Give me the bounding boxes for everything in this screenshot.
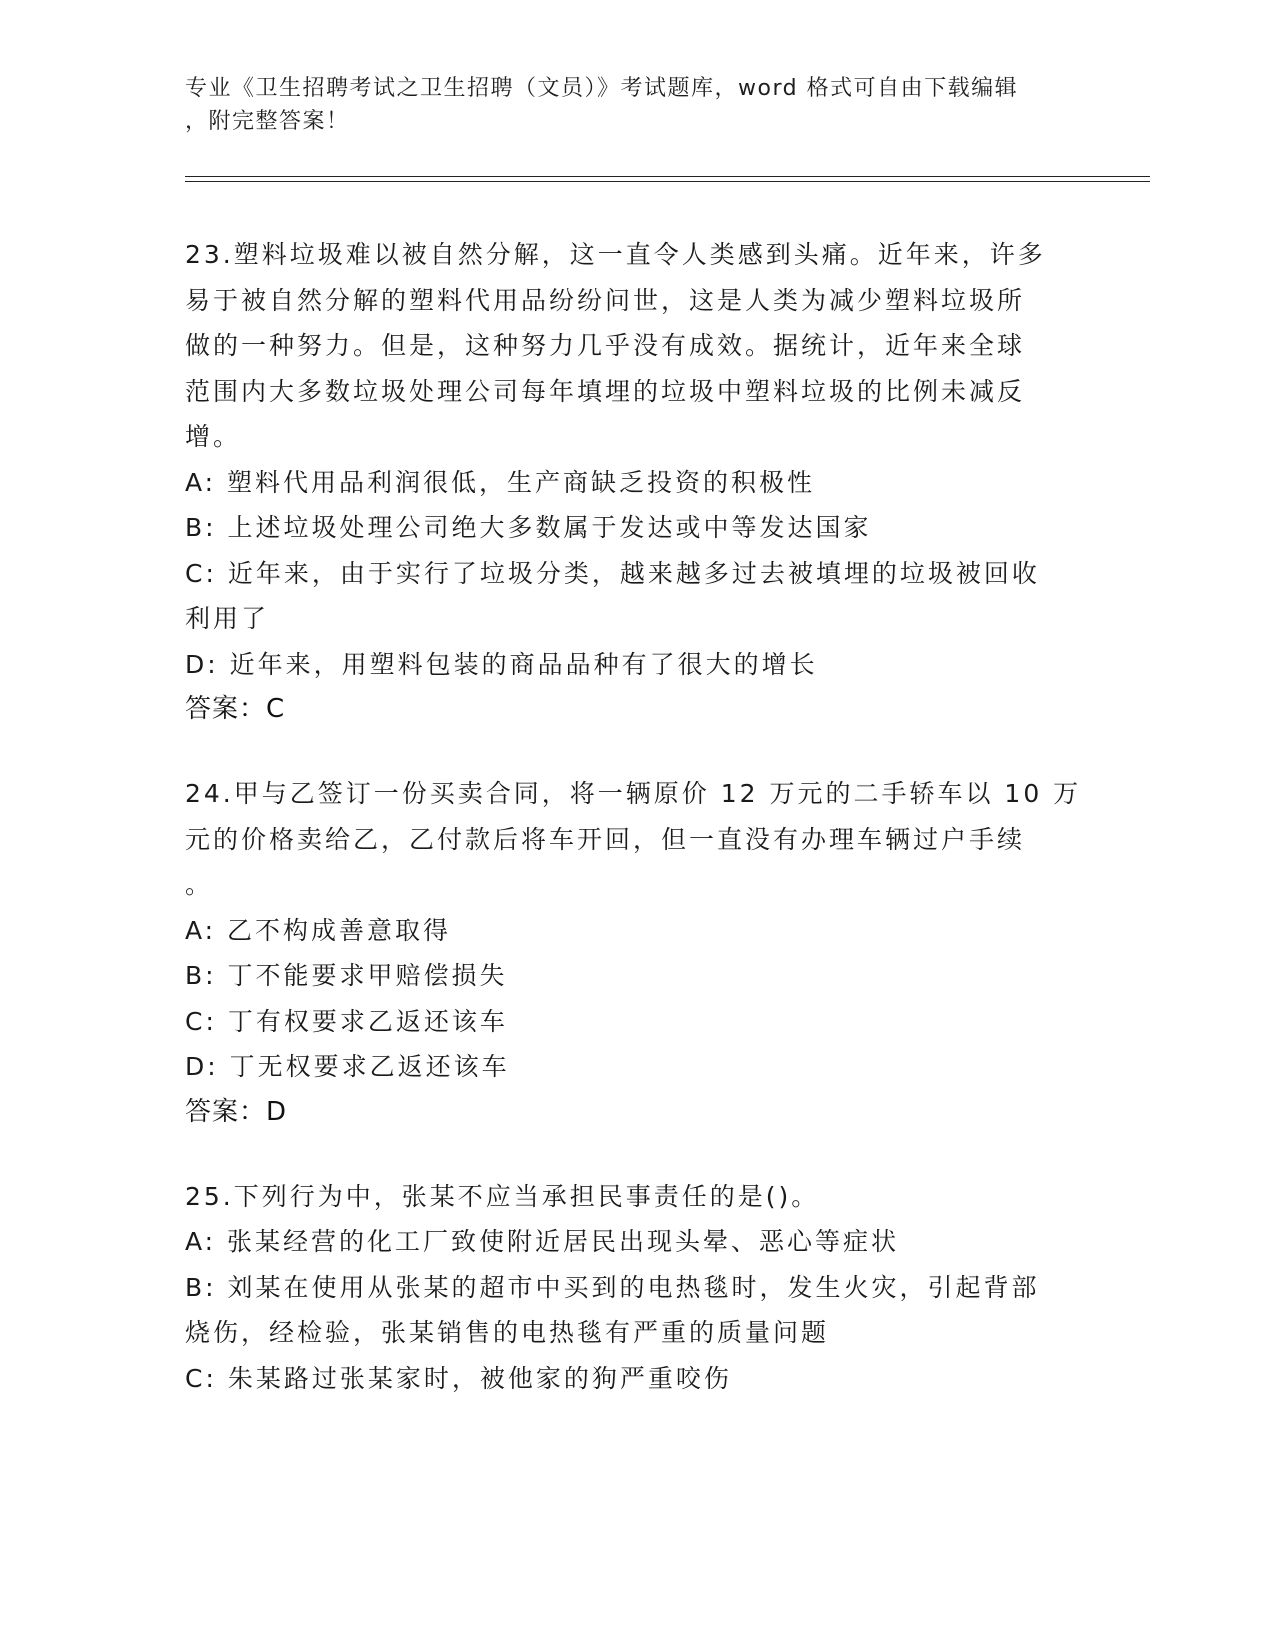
question-stem-line: 增。 bbox=[185, 422, 242, 451]
option-b: B: 上述垃圾处理公司绝大多数属于发达或中等发达国家 bbox=[185, 513, 872, 542]
option-c: C: 丁有权要求乙返还该车 bbox=[185, 1006, 508, 1036]
option-a: A: 乙不构成善意取得 bbox=[185, 915, 452, 945]
option-b-continued: 烧伤，经检验，张某销售的电热毯有严重的质量问题 bbox=[185, 1318, 830, 1347]
option-c: C: 近年来，由于实行了垃圾分类，越来越多过去被填埋的垃圾被回收 bbox=[185, 558, 1040, 588]
answer-label: 答案：D bbox=[185, 1096, 288, 1127]
page-header bbox=[185, 72, 1075, 138]
option-a: A: 塑料代用品利润很低，生产商缺乏投资的积极性 bbox=[185, 467, 816, 497]
header-line: ，附完整答案！ bbox=[185, 109, 350, 134]
option-b: B: 丁不能要求甲赔偿损失 bbox=[185, 961, 508, 990]
question-stem-line: 25.下列行为中，张某不应当承担民事责任的是()。 bbox=[185, 1181, 820, 1211]
option-c-continued: 利用了 bbox=[185, 604, 270, 633]
question-list bbox=[185, 232, 1085, 1441]
question-stem-line: 。 bbox=[185, 870, 214, 899]
option-d: D: 近年来，用塑料包装的商品品种有了很大的增长 bbox=[185, 649, 818, 679]
header-line: 专业《卫生招聘考试之卫生招聘（文员）》考试题库，word 格式可自由下载编辑 bbox=[185, 76, 1019, 101]
question-24 bbox=[185, 771, 1085, 1134]
header-divider bbox=[185, 176, 1150, 177]
question-25 bbox=[185, 1174, 1085, 1402]
option-c: C: 朱某路过张某家时，被他家的狗严重咬伤 bbox=[185, 1363, 732, 1393]
question-23 bbox=[185, 232, 1085, 731]
question-stem-line: 范围内大多数垃圾处理公司每年填埋的垃圾中塑料垃圾的比例未减反 bbox=[185, 376, 1026, 406]
option-a: A: 张某经营的化工厂致使附近居民出现头晕、恶心等症状 bbox=[185, 1227, 900, 1256]
question-stem-line: 易于被自然分解的塑料代用品纷纷问世，这是人类为减少塑料垃圾所 bbox=[185, 285, 1026, 315]
question-stem-line: 做的一种努力。但是，这种努力几乎没有成效。据统计，近年来全球 bbox=[185, 331, 1026, 360]
option-b: B: 刘某在使用从张某的超市中买到的电热毯时，发生火灾，引起背部 bbox=[185, 1272, 1040, 1302]
question-stem-line: 23.塑料垃圾难以被自然分解，这一直令人类感到头痛。近年来，许多 bbox=[185, 240, 1046, 269]
question-stem-line: 24.甲与乙签订一份买卖合同，将一辆原价 12 万元的二手轿车以 10 万 bbox=[185, 779, 1082, 808]
header-divider bbox=[185, 181, 1150, 182]
question-stem-line: 元的价格卖给乙，乙付款后将车开回，但一直没有办理车辆过户手续 bbox=[185, 824, 1026, 854]
option-d: D: 丁无权要求乙返还该车 bbox=[185, 1052, 510, 1081]
answer-label: 答案：C bbox=[185, 694, 286, 724]
